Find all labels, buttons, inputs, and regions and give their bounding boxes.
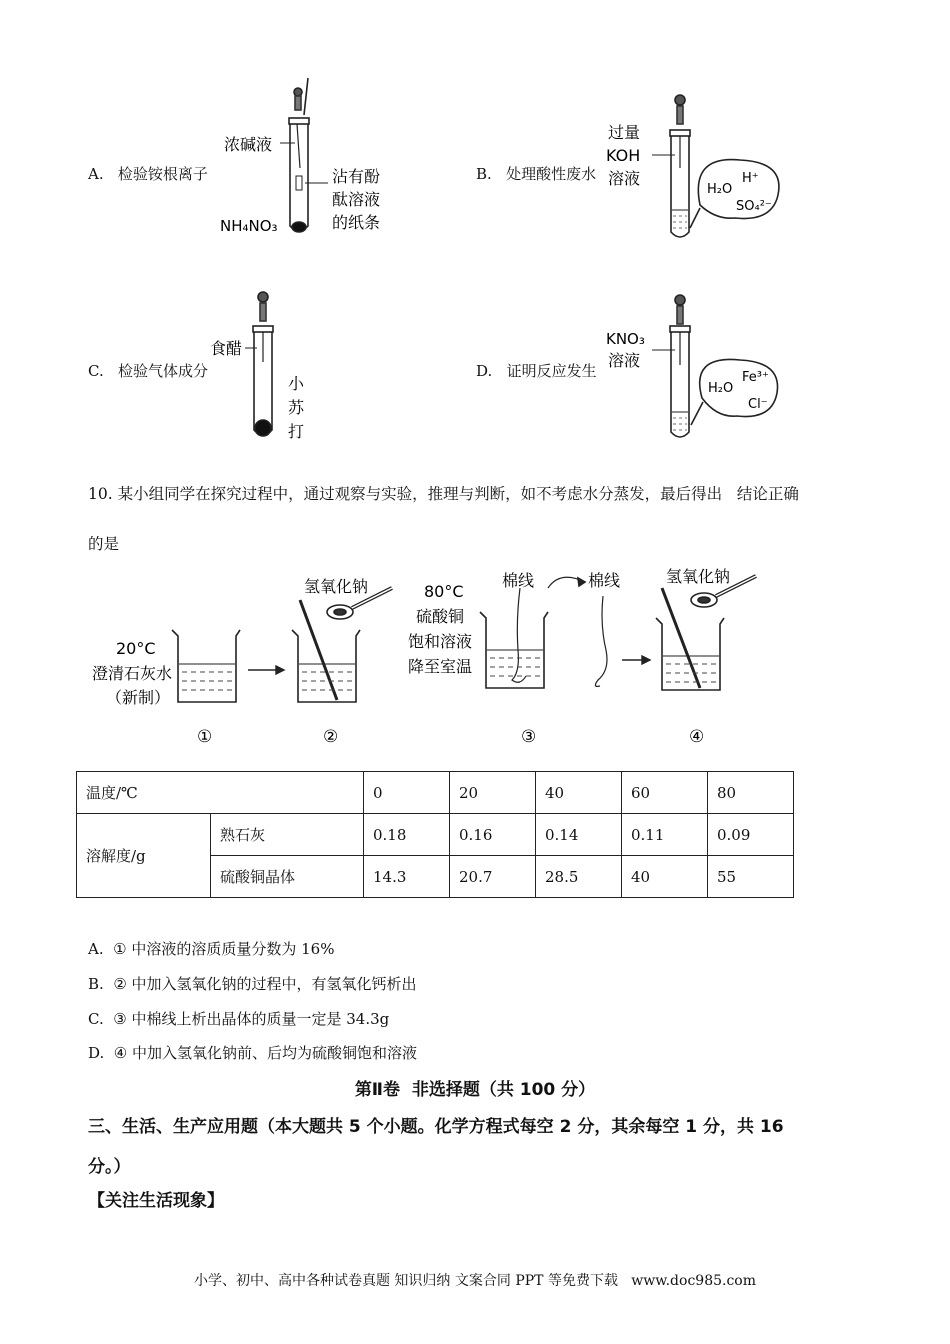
option-d-prefix: D. bbox=[476, 362, 493, 380]
step3-thread2: 棉线 bbox=[588, 571, 621, 590]
table-cell: 0 bbox=[364, 772, 450, 814]
option-c bbox=[88, 360, 208, 381]
b-label-excess: 过量 bbox=[608, 123, 641, 142]
c-label-vinegar: 食醋 bbox=[210, 339, 243, 358]
c-label-soda2: 苏 bbox=[288, 398, 305, 417]
d-bubble-fe: Fe³⁺ bbox=[742, 370, 769, 385]
table-cell: 28.5 bbox=[536, 856, 622, 898]
a-label-paper1: 沾有酚 bbox=[332, 167, 381, 186]
d-bubble-cl: Cl⁻ bbox=[748, 397, 768, 412]
header-temperature: 温度/℃ bbox=[77, 772, 364, 814]
table-row bbox=[77, 772, 794, 814]
option-c-prefix: C. bbox=[88, 362, 104, 380]
option-a-text: 检验铵根离子 bbox=[117, 165, 208, 183]
choice-d: D. ④ 中加入氢氧化钠前、后均为硫酸铜饱和溶液 bbox=[88, 1044, 418, 1062]
diagram-a-test-tube bbox=[280, 78, 328, 232]
footer-text: 小学、初中、高中各种试卷真题 知识归纳 文案合同 PPT 等免费下载 www.doc985.com bbox=[193, 1273, 756, 1289]
c-label-soda1: 小 bbox=[288, 374, 305, 393]
solubility-label: 溶解度/g bbox=[77, 814, 211, 898]
b-bubble-h: H⁺ bbox=[742, 171, 759, 186]
table-cell: 80 bbox=[708, 772, 794, 814]
d-liquid-dashes bbox=[673, 418, 687, 430]
step3-cool: 降至室温 bbox=[408, 657, 473, 676]
d-label-solution: 溶液 bbox=[608, 351, 641, 370]
step1-temp: 20°C bbox=[116, 639, 156, 658]
b-bubble-h2o: H₂O bbox=[707, 182, 733, 197]
diagram-d-test-tube bbox=[652, 295, 778, 437]
b-liquid-dashes bbox=[673, 216, 687, 228]
d-label-kno3: KNO₃ bbox=[606, 330, 645, 348]
b-label-koh: KOH bbox=[606, 146, 641, 165]
diagram-b-test-tube bbox=[652, 95, 779, 237]
solubility-table bbox=[76, 771, 794, 898]
option-b-prefix: B. bbox=[476, 165, 492, 183]
step1-limewater: 澄清石灰水 bbox=[92, 664, 173, 683]
b-label-solution: 溶液 bbox=[608, 169, 641, 188]
d-bubble-h2o: H₂O bbox=[708, 381, 734, 396]
diagram-c-test-tube bbox=[245, 292, 273, 436]
table-cell: 0.18 bbox=[364, 814, 450, 856]
table-cell: 0.11 bbox=[622, 814, 708, 856]
option-b bbox=[476, 163, 596, 184]
section-heading-line1: 三、生活、生产应用题（本大题共 5 个小题。化学方程式每空 2 分，其余每空 1 分，共 16 bbox=[88, 1117, 784, 1137]
row-name-slaked-lime: 熟石灰 bbox=[211, 814, 364, 856]
table-cell: 40 bbox=[622, 856, 708, 898]
table-cell: 14.3 bbox=[364, 856, 450, 898]
step3-thread: 棉线 bbox=[502, 571, 535, 590]
beaker-1 bbox=[172, 630, 240, 702]
step4-naoh: 氢氧化钠 bbox=[666, 567, 731, 586]
step3-cuso4: 硫酸铜 bbox=[416, 607, 465, 626]
step-number-4: ④ bbox=[689, 727, 705, 747]
table-cell: 20.7 bbox=[450, 856, 536, 898]
subheading: 【关注生活现象】 bbox=[88, 1191, 224, 1211]
table-cell: 0.09 bbox=[708, 814, 794, 856]
table-cell: 20 bbox=[450, 772, 536, 814]
a-label-paper3: 的纸条 bbox=[332, 213, 381, 232]
part-title: 第Ⅱ卷 非选择题（共 100 分） bbox=[354, 1080, 596, 1100]
option-b-text: 处理酸性废水 bbox=[506, 165, 597, 183]
table-cell: 0.16 bbox=[450, 814, 536, 856]
step-number-1: ① bbox=[197, 727, 213, 747]
a-label-paper2: 酞溶液 bbox=[332, 190, 381, 209]
beaker-3 bbox=[480, 577, 607, 688]
choice-c: C. ③ 中棉线上析出晶体的质量一定是 34.3g bbox=[88, 1010, 390, 1028]
section-heading-line2: 分。） bbox=[88, 1157, 131, 1177]
step3-temp: 80°C bbox=[424, 582, 464, 601]
option-d bbox=[476, 360, 597, 381]
option-a-prefix: A. bbox=[88, 165, 104, 183]
option-a bbox=[88, 163, 208, 184]
question-10-line2: 的是 bbox=[88, 535, 120, 553]
table-cell: 40 bbox=[536, 772, 622, 814]
beaker-2 bbox=[292, 588, 392, 702]
table-cell: 0.14 bbox=[536, 814, 622, 856]
a-label-nh4no3: NH₄NO₃ bbox=[220, 217, 278, 235]
option-c-text: 检验气体成分 bbox=[118, 362, 209, 380]
question-10-line1: 10. 某小组同学在探究过程中，通过观察与实验，推理与判断，如不考虑水分蒸发，最后得出 结论正确 bbox=[88, 485, 799, 503]
a-label-alkali: 浓碱液 bbox=[224, 135, 273, 154]
c-label-soda3: 打 bbox=[288, 422, 305, 441]
table-cell: 55 bbox=[708, 856, 794, 898]
choice-a: A. ① 中溶液的溶质质量分数为 16% bbox=[88, 940, 335, 958]
row-name-copper-sulfate: 硫酸铜晶体 bbox=[211, 856, 364, 898]
step2-naoh: 氢氧化钠 bbox=[304, 577, 369, 596]
step3-saturated: 饱和溶液 bbox=[408, 632, 473, 651]
step-number-3: ③ bbox=[521, 727, 537, 747]
step-number-2: ② bbox=[323, 727, 339, 747]
b-bubble-so4: SO₄²⁻ bbox=[736, 199, 772, 214]
step1-fresh: （新制） bbox=[106, 688, 171, 707]
choice-b: B. ② 中加入氢氧化钠的过程中，有氢氧化钙析出 bbox=[88, 975, 417, 993]
table-row bbox=[77, 814, 794, 856]
option-d-text: 证明反应发生 bbox=[506, 362, 597, 380]
table-cell: 60 bbox=[622, 772, 708, 814]
